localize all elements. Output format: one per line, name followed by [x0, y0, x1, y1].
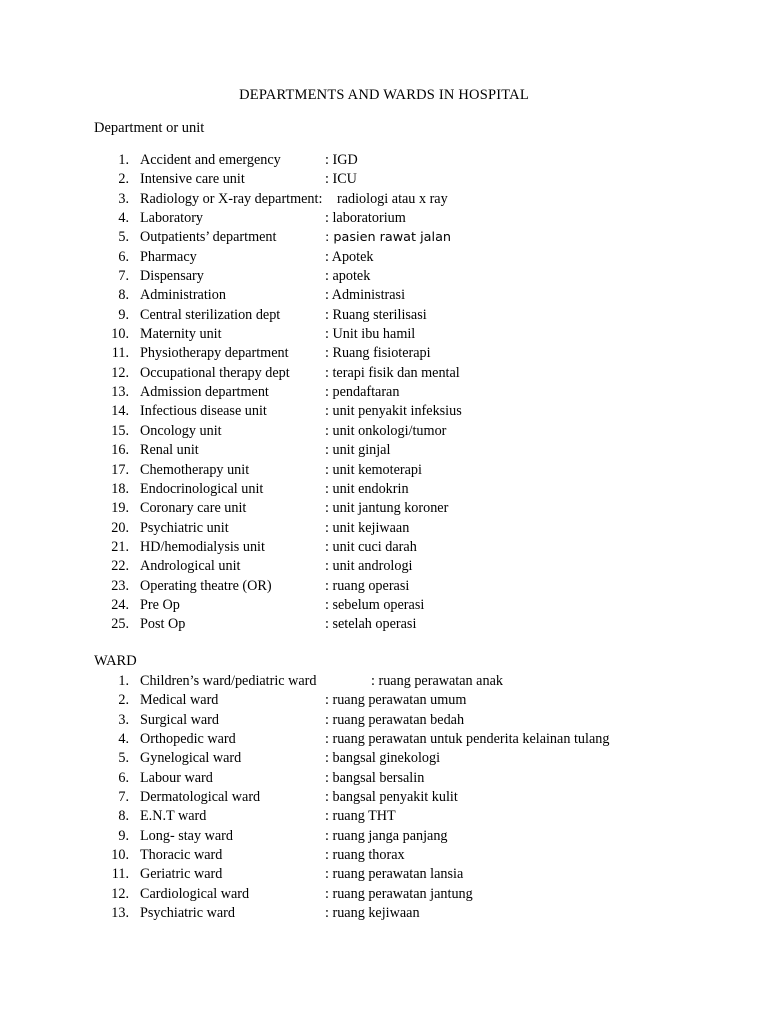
item-term: Oncology unit [140, 422, 222, 439]
list-item [0, 209, 768, 228]
item-term: Andrological unit [140, 558, 241, 575]
department-list [0, 151, 768, 635]
item-number: 16. [111, 442, 129, 459]
list-item [0, 769, 768, 788]
item-translation: : ICU [325, 171, 357, 188]
item-term: Accident and emergency [140, 152, 281, 168]
item-term: Infectious disease unit [140, 403, 267, 420]
list-item [0, 885, 768, 904]
item-term: Endocrinological unit [140, 480, 264, 497]
list-item [0, 519, 768, 538]
item-translation: : bangsal penyakit kulit [325, 789, 458, 806]
list-item [0, 306, 768, 325]
list-item [0, 749, 768, 768]
item-number: 18. [111, 480, 129, 497]
item-term: Renal unit [140, 442, 199, 459]
list-item [0, 190, 768, 209]
item-term: Outpatients’ department [140, 229, 277, 246]
list-item [0, 711, 768, 730]
item-translation: : unit jantung koroner [325, 500, 449, 517]
item-translation: : ruang perawatan lansia [325, 866, 464, 883]
item-translation: : unit penyakit infeksius [325, 403, 462, 420]
list-item [0, 344, 768, 363]
item-translation: : unit endokrin [325, 480, 409, 497]
item-number: 25. [111, 616, 129, 633]
list-item [0, 441, 768, 460]
item-term: Occupational therapy dept [140, 364, 290, 381]
item-term: Intensive care unit [140, 171, 245, 188]
page-title: DEPARTMENTS AND WARDS IN HOSPITAL [239, 87, 529, 103]
item-number: 10. [111, 847, 129, 864]
list-item [0, 577, 768, 596]
item-number: 4. [118, 210, 129, 227]
item-term: Long- stay ward [140, 827, 233, 844]
item-translation: : pendaftaran [325, 384, 400, 401]
list-item [0, 672, 768, 691]
item-translation: : bangsal ginekologi [325, 750, 441, 767]
item-number: 13. [111, 905, 129, 922]
item-term: Cardiological ward [140, 885, 250, 902]
list-item [0, 499, 768, 518]
item-number: 23. [111, 577, 129, 594]
item-term: Central sterilization dept [140, 306, 281, 323]
item-translation: : Ruang sterilisasi [325, 306, 427, 323]
item-translation: : unit ginjal [325, 442, 391, 459]
list-item [0, 364, 768, 383]
item-number: 8. [118, 808, 129, 825]
ward-heading: WARD [94, 653, 137, 669]
item-translation: : ruang operasi [325, 577, 410, 594]
item-number: 9. [118, 827, 129, 844]
item-number: 6. [118, 248, 129, 265]
item-number: 15. [111, 422, 129, 439]
item-translation: : ruang perawatan anak [371, 673, 503, 689]
item-translation: : pasien rawat jalan [325, 230, 452, 246]
list-item [0, 904, 768, 923]
list-item [0, 286, 768, 305]
item-translation: : laboratorium [325, 210, 406, 227]
item-translation: : ruang perawatan bedah [325, 711, 465, 728]
item-term: Chemotherapy unit [140, 461, 250, 478]
item-term: Operating theatre (OR) [140, 577, 272, 594]
item-number: 9. [118, 306, 129, 323]
item-term: Psychiatric ward [140, 905, 235, 922]
item-translation: : ruang perawatan jantung [325, 885, 473, 902]
item-number: 1. [118, 673, 129, 689]
item-translation: : Apotek [325, 248, 374, 265]
item-translation: : ruang perawatan umum [325, 692, 467, 709]
item-term: Labour ward [140, 769, 213, 786]
item-term: Children’s ward/pediatric ward [140, 673, 317, 689]
list-item [0, 788, 768, 807]
item-translation: : Administrasi [325, 287, 406, 304]
item-term: Pharmacy [140, 248, 197, 265]
item-translation: : bangsal bersalin [325, 769, 425, 786]
item-number: 13. [111, 384, 129, 401]
item-translation: : sebelum operasi [325, 596, 425, 613]
item-number: 22. [111, 558, 129, 575]
item-translation: : Unit ibu hamil [325, 326, 416, 343]
item-translation: : unit andrologi [325, 558, 413, 575]
item-number: 10. [111, 326, 129, 343]
item-translation: : terapi fisik dan mental [325, 364, 460, 381]
item-translation: : ruang kejiwaan [325, 905, 420, 922]
item-number: 12. [111, 364, 129, 381]
item-term: Dispensary [140, 268, 204, 285]
item-term: Gynelogical ward [140, 750, 242, 767]
item-translation: : ruang janga panjang [325, 827, 448, 844]
item-term: Physiotherapy department [140, 345, 289, 362]
item-term: Thoracic ward [140, 847, 223, 864]
item-translation: radiologi atau x ray [337, 190, 448, 207]
item-number: 7. [118, 789, 129, 806]
list-item [0, 267, 768, 286]
item-number: 20. [111, 519, 129, 536]
list-item [0, 691, 768, 710]
item-term: HD/hemodialysis unit [140, 538, 265, 555]
item-term: Post Op [140, 616, 186, 633]
list-item [0, 615, 768, 634]
item-translation: : unit onkologi/tumor [325, 422, 447, 439]
item-term: Medical ward [140, 692, 219, 709]
list-item [0, 170, 768, 189]
item-number: 4. [118, 731, 129, 748]
item-term: Pre Op [140, 596, 180, 613]
list-item [0, 422, 768, 441]
item-translation: : ruang perawatan untuk penderita kelainan tulang [325, 731, 610, 748]
item-number: 1. [118, 152, 129, 168]
list-item [0, 383, 768, 402]
item-number: 5. [118, 750, 129, 767]
item-number: 8. [118, 287, 129, 304]
item-number: 6. [118, 769, 129, 786]
item-number: 19. [111, 500, 129, 517]
list-item [0, 538, 768, 557]
item-term: Surgical ward [140, 711, 219, 728]
item-number: 24. [111, 596, 129, 613]
item-translation: : setelah operasi [325, 616, 417, 633]
list-item [0, 325, 768, 344]
item-term: Geriatric ward [140, 866, 223, 883]
item-term: Dermatological ward [140, 789, 261, 806]
item-number: 3. [118, 190, 129, 207]
item-translation: : IGD [325, 152, 358, 168]
item-translation: : ruang THT [325, 808, 396, 825]
list-item [0, 807, 768, 826]
item-number: 11. [111, 866, 129, 883]
item-translation: : Ruang fisioterapi [325, 345, 431, 362]
list-item [0, 461, 768, 480]
item-number: 2. [118, 171, 129, 188]
item-number: 2. [118, 692, 129, 709]
item-number: 17. [111, 461, 129, 478]
list-item [0, 248, 768, 267]
item-term: E.N.T ward [140, 808, 207, 825]
list-item [0, 865, 768, 884]
item-term: Radiology or X-ray department: [140, 190, 323, 207]
item-number: 21. [111, 538, 129, 555]
item-term: Psychiatric unit [140, 519, 229, 536]
list-item [0, 846, 768, 865]
list-item [0, 228, 768, 247]
item-number: 7. [118, 268, 129, 285]
list-item [0, 480, 768, 499]
list-item [0, 557, 768, 576]
item-number: 11. [111, 345, 129, 362]
item-term: Orthopedic ward [140, 731, 236, 748]
item-number: 12. [111, 885, 129, 902]
item-term: Coronary care unit [140, 500, 247, 517]
item-translation: : apotek [325, 268, 371, 285]
item-number: 14. [111, 403, 129, 420]
list-item [0, 827, 768, 846]
list-item [0, 151, 768, 170]
ward-list [0, 672, 768, 923]
list-item [0, 596, 768, 615]
item-term: Laboratory [140, 210, 204, 227]
item-translation: : unit cuci darah [325, 538, 417, 555]
item-term: Admission department [140, 384, 269, 401]
item-translation: : ruang thorax [325, 847, 405, 864]
list-item [0, 402, 768, 421]
item-term: Administration [140, 287, 226, 304]
item-number: 5. [118, 229, 129, 246]
item-number: 3. [118, 711, 129, 728]
list-item [0, 730, 768, 749]
item-translation: : unit kejiwaan [325, 519, 410, 536]
item-translation: : unit kemoterapi [325, 461, 422, 478]
item-term: Maternity unit [140, 326, 222, 343]
department-heading: Department or unit [94, 120, 205, 136]
